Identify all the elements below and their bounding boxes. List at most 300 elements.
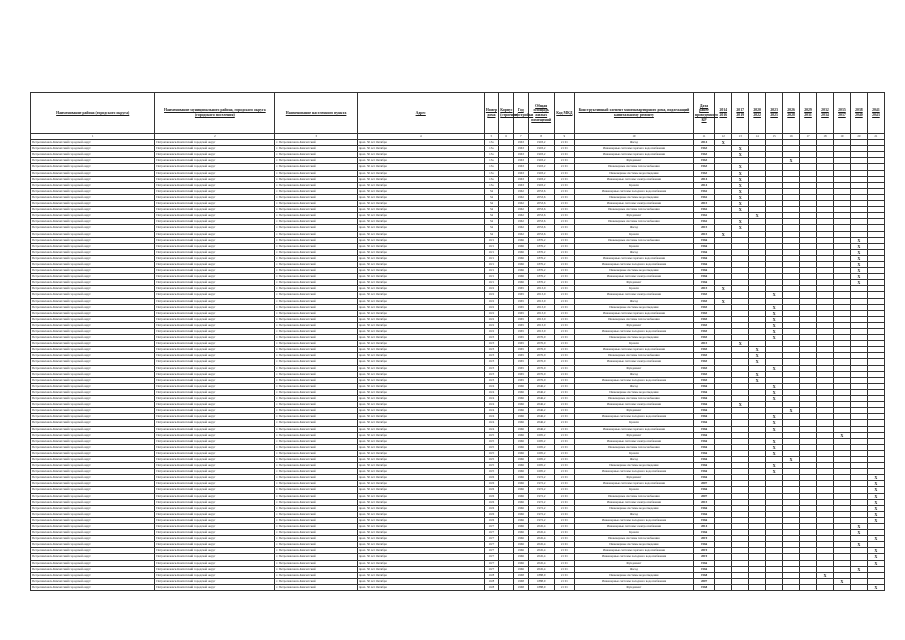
settlement-cell: г. Петропавловск-Камчатский [275,286,358,292]
element-cell: Кровля [575,530,694,536]
mkd-code-cell: 21 01 [554,365,574,371]
settlement-cell: г. Петропавловск-Камчатский [275,554,358,560]
period-cell: X [732,152,749,158]
period-cell: X [715,286,732,292]
build-year-cell: 1965 [513,359,528,365]
street-cell: проп. 50 лет Октября [357,188,484,194]
street-cell: проп. 50 лет Октября [357,353,484,359]
street-cell: проп. 50 лет Октября [357,274,484,280]
area-cell: 1888,9 [528,584,554,590]
district-cell: Петропавловск-Камчатский городской округ [31,450,155,456]
area-cell: 2045,4 [528,548,554,554]
build-year-cell: 1966 [513,396,528,402]
last-repair-date-cell: 1963 [693,152,714,158]
house-number-cell: 16/1 [484,255,499,261]
last-repair-date-cell: 2019 [693,536,714,542]
column-number: 17 [800,134,817,140]
element-cell: Инженерные системы водоотведения [575,268,694,274]
area-cell: 1888,9 [528,578,554,584]
house-number-cell: 16/3 [484,365,499,371]
settlement-cell: г. Петропавловск-Камчатский [275,493,358,499]
district-cell: Петропавловск-Камчатский городской округ [31,310,155,316]
house-number-cell: 34 [484,207,499,213]
municipality-cell: Петропавловск-Камчатский городской округ [155,481,275,487]
build-year-cell: 1968 [513,578,528,584]
area-cell: 2053,6 [528,213,554,219]
municipality-cell: Петропавловск-Камчатский городской округ [155,219,275,225]
municipality-cell: Петропавловск-Камчатский городской округ [155,176,275,182]
build-year-cell: 1966 [513,414,528,420]
area-cell: 2076,0 [528,335,554,341]
settlement-cell: г. Петропавловск-Камчатский [275,152,358,158]
house-number-cell: 16/3 [484,347,499,353]
period-cell: X [850,261,867,267]
house-number-cell: 16/6 [484,505,499,511]
settlement-cell: г. Петропавловск-Камчатский [275,505,358,511]
last-repair-date-cell: 1966 [693,255,714,261]
element-cell: Инженерные системы холодного водоснабжения [575,414,694,420]
period-cell: X [766,444,783,450]
settlement-cell: г. Петропавловск-Камчатский [275,207,358,213]
street-cell: проп. 50 лет Октября [357,182,484,188]
mkd-code-cell: 21 01 [554,517,574,523]
house-number-cell: 16/3 [484,335,499,341]
settlement-cell: г. Петропавловск-Камчатский [275,316,358,322]
area-cell: 1695,2 [528,450,554,456]
settlement-cell: г. Петропавловск-Камчатский [275,268,358,274]
street-cell: проп. 50 лет Октября [357,493,484,499]
house-number-cell: 16/7 [484,554,499,560]
street-cell: проп. 50 лет Октября [357,158,484,164]
municipality-cell: Петропавловск-Камчатский городской округ [155,487,275,493]
element-cell: Фасад [575,371,694,377]
street-cell: проп. 50 лет Октября [357,383,484,389]
district-cell: Петропавловск-Камчатский городской округ [31,225,155,231]
column-number: 7 [513,134,528,140]
municipality-cell: Петропавловск-Камчатский городской округ [155,341,275,347]
municipality-cell: Петропавловск-Камчатский городской округ [155,511,275,517]
build-year-cell: 1966 [513,463,528,469]
mkd-code-cell: 21 01 [554,383,574,389]
area-cell: 2045,4 [528,524,554,530]
mkd-code-cell: 21 01 [554,511,574,517]
house-number-cell: 16/1 [484,274,499,280]
period-cell: X [783,456,800,462]
district-cell: Петропавловск-Камчатский городской округ [31,201,155,207]
column-number: 12 [715,134,732,140]
district-cell: Петропавловск-Камчатский городской округ [31,463,155,469]
district-cell: Петропавловск-Камчатский городской округ [31,316,155,322]
house-number-cell: 16/8 [484,572,499,578]
area-cell: 2046,2 [528,420,554,426]
area-cell: 2045,4 [528,530,554,536]
area-cell: 1888,9 [528,572,554,578]
period-cell [783,584,800,590]
area-cell: 2046,2 [528,396,554,402]
element-cell: Инженерные системы холодного водоснабжения [575,578,694,584]
street-cell: проп. 50 лет Октября [357,359,484,365]
column-header: 2038 2040 [850,93,867,134]
element-cell: Инженерные системы теплоснабжения [575,396,694,402]
period-cell: X [749,377,766,383]
last-repair-date-cell: 1965 [693,322,714,328]
build-year-cell: 1962 [513,188,528,194]
mkd-code-cell: 21 01 [554,207,574,213]
house-number-cell: 16/1 [484,243,499,249]
house-number-cell: 16/3 [484,353,499,359]
mkd-code-cell: 21 01 [554,548,574,554]
mkd-code-cell: 21 01 [554,426,574,432]
area-cell: 1876,2 [528,243,554,249]
element-cell: Инженерные системы холодного водоснабжения [575,377,694,383]
street-cell: проп. 50 лет Октября [357,450,484,456]
municipality-cell: Петропавловск-Камчатский городской округ [155,505,275,511]
last-repair-date-cell: 2014 [693,182,714,188]
district-cell: Петропавловск-Камчатский городской округ [31,432,155,438]
element-cell: Инженерные системы электроснабжения [575,176,694,182]
house-number-cell: 34 [484,201,499,207]
district-cell: Петропавловск-Камчатский городской округ [31,164,155,170]
municipality-cell: Петропавловск-Камчатский городской округ [155,524,275,530]
mkd-code-cell: 21 01 [554,243,574,249]
street-cell: проп. 50 лет Октября [357,530,484,536]
column-header: Номер дома [484,93,499,134]
mkd-code-cell: 21 01 [554,475,574,481]
area-cell: 1972,2 [528,511,554,517]
house-number-cell: 16/6 [484,475,499,481]
district-cell: Петропавловск-Камчатский городской округ [31,286,155,292]
last-repair-date-cell: 2015 [693,341,714,347]
last-repair-date-cell: 1963 [693,164,714,170]
mkd-code-cell: 21 01 [554,353,574,359]
area-cell: 2076,0 [528,371,554,377]
district-cell: Петропавловск-Камчатский городской округ [31,231,155,237]
mkd-code-cell: 21 01 [554,347,574,353]
municipality-cell: Петропавловск-Камчатский городской округ [155,542,275,548]
house-number-cell: 16/6 [484,487,499,493]
element-cell: Инженерные системы горячего водоснабжения [575,310,694,316]
district-cell: Петропавловск-Камчатский городской округ [31,530,155,536]
settlement-cell: г. Петропавловск-Камчатский [275,146,358,152]
district-cell: Петропавловск-Камчатский городской округ [31,420,155,426]
mkd-code-cell: 21 01 [554,176,574,182]
municipality-cell: Петропавловск-Камчатский городской округ [155,237,275,243]
mkd-code-cell: 21 01 [554,255,574,261]
last-repair-date-cell: 1965 [693,347,714,353]
mkd-code-cell: 21 01 [554,359,574,365]
period-cell: X [766,304,783,310]
last-repair-date-cell: 1965 [693,310,714,316]
settlement-cell: г. Петропавловск-Камчатский [275,213,358,219]
house-number-cell: 16/4 [484,426,499,432]
street-cell: проп. 50 лет Октября [357,481,484,487]
street-cell: проп. 50 лет Октября [357,164,484,170]
period-cell: X [732,225,749,231]
mkd-code-cell: 21 01 [554,146,574,152]
period-cell: X [749,213,766,219]
area-cell: 2046,2 [528,389,554,395]
area-cell: 2046,2 [528,426,554,432]
municipality-cell: Петропавловск-Камчатский городской округ [155,444,275,450]
build-year-cell: 1965 [513,298,528,304]
element-cell: Инженерные системы теплоснабжения [575,353,694,359]
column-number: 3 [275,134,358,140]
street-cell: проп. 50 лет Октября [357,444,484,450]
district-cell: Петропавловск-Камчатский городской округ [31,408,155,414]
build-year-cell: 1968 [513,572,528,578]
district-cell: Петропавловск-Камчатский городской округ [31,255,155,261]
element-cell: Инженерные системы горячего водоснабжения [575,481,694,487]
area-cell: 2053,6 [528,231,554,237]
build-year-cell: 1966 [513,268,528,274]
mkd-code-cell: 21 01 [554,310,574,316]
period-cell: X [867,560,884,566]
settlement-cell: г. Петропавловск-Камчатский [275,389,358,395]
last-repair-date-cell: 1966 [693,511,714,517]
district-cell: Петропавловск-Камчатский городской округ [31,371,155,377]
settlement-cell: г. Петропавловск-Камчатский [275,225,358,231]
build-year-cell: 1965 [513,353,528,359]
period-cell: X [766,389,783,395]
area-cell: 2013,0 [528,322,554,328]
mkd-code-cell: 21 01 [554,298,574,304]
municipality-cell: Петропавловск-Камчатский городской округ [155,194,275,200]
street-cell: проп. 50 лет Октября [357,194,484,200]
last-repair-date-cell: 1966 [693,396,714,402]
period-cell: X [867,481,884,487]
mkd-code-cell: 21 01 [554,274,574,280]
area-cell: 1972,2 [528,499,554,505]
street-cell: проп. 50 лет Октября [357,408,484,414]
mkd-code-cell: 21 01 [554,438,574,444]
municipality-cell: Петропавловск-Камчатский городской округ [155,316,275,322]
municipality-cell: Петропавловск-Камчатский городской округ [155,396,275,402]
settlement-cell: г. Петропавловск-Камчатский [275,420,358,426]
build-year-cell: 1962 [513,219,528,225]
column-number: 5 [484,134,499,140]
district-cell: Петропавловск-Камчатский городской округ [31,292,155,298]
municipality-cell: Петропавловск-Камчатский городской округ [155,584,275,590]
element-cell: Инженерные системы водоотведения [575,194,694,200]
element-cell: Инженерные системы теплоснабжения [575,207,694,213]
build-year-cell: 1966 [513,481,528,487]
period-cell: X [766,463,783,469]
element-cell: Фундамент [575,213,694,219]
street-cell: проп. 50 лет Октября [357,371,484,377]
period-cell: X [715,140,732,146]
municipality-cell: Петропавловск-Камчатский городской округ [155,140,275,146]
element-cell: Инженерные системы холодного водоснабжения [575,329,694,335]
district-cell: Петропавловск-Камчатский городской округ [31,481,155,487]
period-cell: X [732,170,749,176]
last-repair-date-cell: 1963 [693,146,714,152]
column-header: 2041 2043 [867,93,884,134]
capital-repair-register-table [30,92,885,591]
area-cell: 1903,2 [528,182,554,188]
build-year-cell: 1966 [513,383,528,389]
street-cell: проп. 50 лет Октября [357,207,484,213]
element-cell: Инженерные системы теплоснабжения [575,536,694,542]
last-repair-date-cell: 1965 [693,359,714,365]
element-cell: Инженерные системы электроснабжения [575,201,694,207]
mkd-code-cell: 21 01 [554,420,574,426]
element-cell: Фасад [575,225,694,231]
element-cell: Кровля [575,420,694,426]
build-year-cell: 1965 [513,316,528,322]
column-number: 11 [693,134,714,140]
element-cell: Инженерные системы теплоснабжения [575,316,694,322]
district-cell: Петропавловск-Камчатский городской округ [31,176,155,182]
settlement-cell: г. Петропавловск-Камчатский [275,304,358,310]
build-year-cell: 1966 [513,475,528,481]
build-year-cell: 1966 [513,524,528,530]
street-cell: проп. 50 лет Октября [357,335,484,341]
settlement-cell: г. Петропавловск-Камчатский [275,463,358,469]
period-cell [833,584,850,590]
district-cell: Петропавловск-Камчатский городской округ [31,499,155,505]
area-cell: 2013,0 [528,310,554,316]
last-repair-date-cell: 1966 [693,530,714,536]
element-cell: Фундамент [575,432,694,438]
build-year-cell: 1966 [513,560,528,566]
street-cell: проп. 50 лет Октября [357,536,484,542]
area-cell: 2046,2 [528,408,554,414]
last-repair-date-cell: 1966 [693,456,714,462]
column-header: Корпус (строение) [499,93,514,134]
house-number-cell: 34 [484,188,499,194]
street-cell: проп. 50 лет Октября [357,505,484,511]
district-cell: Петропавловск-Камчатский городской округ [31,493,155,499]
build-year-cell: 1968 [513,584,528,590]
area-cell: 2013,0 [528,304,554,310]
street-cell: проп. 50 лет Октября [357,292,484,298]
build-year-cell: 1966 [513,511,528,517]
district-cell: Петропавловск-Камчатский городской округ [31,261,155,267]
house-number-cell: 13а [484,176,499,182]
mkd-code-cell: 21 01 [554,414,574,420]
settlement-cell: г. Петропавловск-Камчатский [275,219,358,225]
settlement-cell: г. Петропавловск-Камчатский [275,255,358,261]
mkd-code-cell: 21 01 [554,542,574,548]
area-cell: 1695,2 [528,444,554,450]
build-year-cell: 1966 [513,444,528,450]
build-year-cell: 1962 [513,194,528,200]
area-cell: 1876,2 [528,280,554,286]
municipality-cell: Петропавловск-Камчатский городской округ [155,213,275,219]
district-cell: Петропавловск-Камчатский городской округ [31,383,155,389]
last-repair-date-cell: 1965 [693,371,714,377]
settlement-cell: г. Петропавловск-Камчатский [275,237,358,243]
municipality-cell: Петропавловск-Камчатский городской округ [155,249,275,255]
municipality-cell: Петропавловск-Камчатский городской округ [155,493,275,499]
area-cell: 1972,2 [528,505,554,511]
last-repair-date-cell: 2007 [693,493,714,499]
area-cell: 1695,2 [528,469,554,475]
district-cell: Петропавловск-Камчатский городской округ [31,194,155,200]
municipality-cell: Петропавловск-Камчатский городской округ [155,310,275,316]
house-number-cell: 16/6 [484,481,499,487]
house-number-cell: 34 [484,219,499,225]
district-cell: Петропавловск-Камчатский городской округ [31,182,155,188]
last-repair-date-cell: 2015 [693,231,714,237]
area-cell: 2013,0 [528,286,554,292]
element-cell: Инженерные системы теплоснабжения [575,493,694,499]
settlement-cell: г. Петропавловск-Камчатский [275,450,358,456]
mkd-code-cell: 21 01 [554,164,574,170]
column-header: 2023 2025 [766,93,783,134]
mkd-code-cell: 21 01 [554,499,574,505]
municipality-cell: Петропавловск-Камчатский городской округ [155,408,275,414]
house-number-cell: 16/4 [484,383,499,389]
column-number: 9 [554,134,574,140]
mkd-code-cell: 21 01 [554,335,574,341]
mkd-code-cell: 21 01 [554,329,574,335]
area-cell: 1876,2 [528,249,554,255]
settlement-cell: г. Петропавловск-Камчатский [275,499,358,505]
build-year-cell: 1966 [513,420,528,426]
house-number-cell: 16/6 [484,511,499,517]
street-cell: проп. 50 лет Октября [357,542,484,548]
settlement-cell: г. Петропавловск-Камчатский [275,542,358,548]
municipality-cell: Петропавловск-Камчатский городской округ [155,554,275,560]
area-cell: 2076,0 [528,359,554,365]
municipality-cell: Петропавловск-Камчатский городской округ [155,548,275,554]
settlement-cell: г. Петропавловск-Камчатский [275,432,358,438]
mkd-code-cell: 21 01 [554,316,574,322]
last-repair-date-cell: 2007 [693,578,714,584]
last-repair-date-cell: 2014 [693,140,714,146]
build-year-cell: 1963 [513,146,528,152]
street-cell: проп. 50 лет Октября [357,225,484,231]
settlement-cell: г. Петропавловск-Камчатский [275,408,358,414]
mkd-code-cell: 21 01 [554,341,574,347]
period-cell: X [732,164,749,170]
table-row [31,584,885,590]
mkd-code-cell: 21 01 [554,140,574,146]
house-number-cell: 16/7 [484,548,499,554]
house-number-cell: 16/4 [484,402,499,408]
last-repair-date-cell: 1968 [693,572,714,578]
street-cell: проп. 50 лет Октября [357,365,484,371]
area-cell: 2053,6 [528,219,554,225]
last-repair-date-cell: 1966 [693,280,714,286]
street-cell: проп. 50 лет Октября [357,438,484,444]
period-cell: X [766,469,783,475]
district-cell: Петропавловск-Камчатский городской округ [31,444,155,450]
area-cell: 1972,2 [528,475,554,481]
area-cell: 1903,2 [528,170,554,176]
house-number-cell: 13а [484,182,499,188]
build-year-cell: 1966 [513,456,528,462]
period-cell [715,584,732,590]
period-cell: X [749,347,766,353]
last-repair-date-cell: 1963 [693,158,714,164]
build-year-cell: 1965 [513,377,528,383]
period-cell: X [732,402,749,408]
settlement-cell: г. Петропавловск-Камчатский [275,371,358,377]
build-year-cell: 1962 [513,231,528,237]
area-cell: 2076,0 [528,341,554,347]
house-number-cell: 34 [484,231,499,237]
element-cell: Инженерные системы электроснабжения [575,524,694,530]
area-cell: 1972,2 [528,493,554,499]
settlement-cell: г. Петропавловск-Камчатский [275,170,358,176]
district-cell: Петропавловск-Камчатский городской округ [31,505,155,511]
mkd-code-cell: 21 01 [554,194,574,200]
street-cell: проп. 50 лет Октября [357,341,484,347]
district-cell: Петропавловск-Камчатский городской округ [31,322,155,328]
period-cell: X [766,420,783,426]
